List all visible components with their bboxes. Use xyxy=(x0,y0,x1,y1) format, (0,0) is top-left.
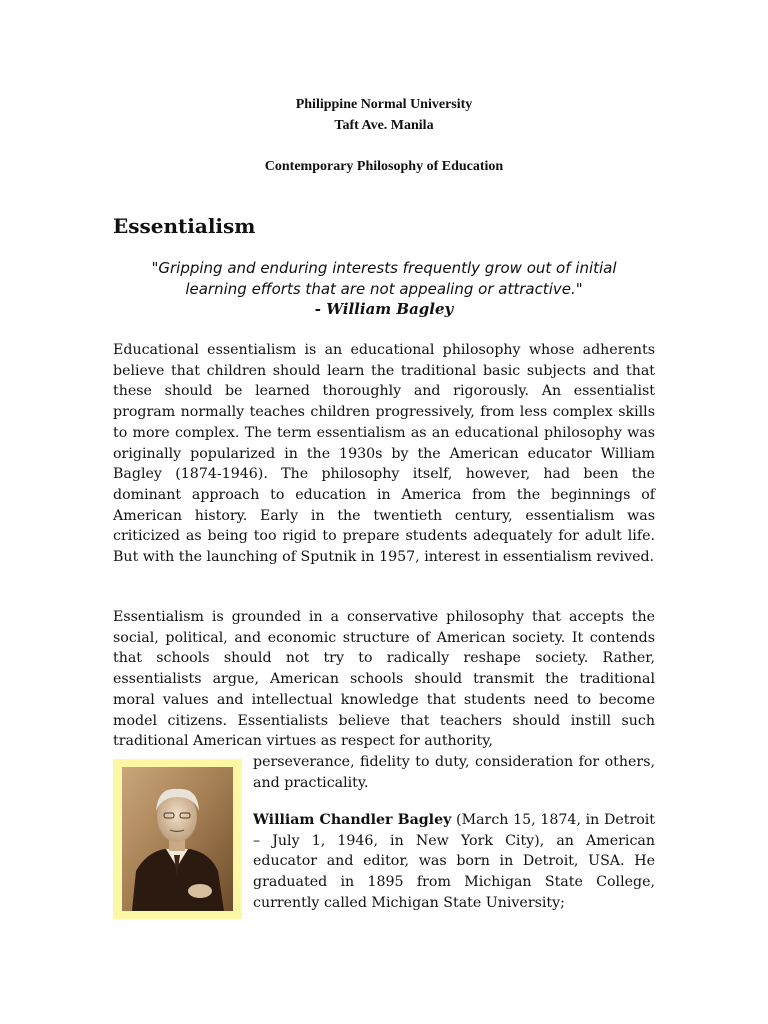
bagley-bio-text: (March 15, 1874, in Detroit – July 1, 1946, in New York City), an American educator and editor, was born in Detroit, USA. He graduated in 1895 from Michigan State College, currently called Michigan State University; xyxy=(253,812,656,911)
portrait-photo xyxy=(122,767,233,911)
paragraph-bagley-bio xyxy=(253,810,655,914)
paragraph-conservative-philosophy: Essentialism is grounded in a conservative philosophy that accepts the social, political, and economic structure of American society. It contends that schools should not try to radically reshape society. Rather, essentialists argue, American schools should transmit the traditional moral values and intellectual knowledge that students need to become model citizens. Essentialists believe that teachers should instill such traditional American virtues as respect for authority, xyxy=(113,609,655,750)
paragraph-definition: Educational essentialism is an educational philosophy whose adherents believe that children should learn the traditional basic subjects and that these should be learned thoroughly and rigorously. An essentialist program normally teaches children progressively, from less complex skills to more complex. The term essentialism as an educational philosophy was originally popularized in the 1930s by the American educator William Bagley (1874-1946). The philosophy itself, however, had been the dominant approach to education in America from the beginnings of American history. Early in the twentieth century, essentialism was criticized as being too rigid to prepare students adequately for adult life. But with the launching of Sputnik in 1957, interest in essentialism revived. xyxy=(113,342,655,566)
quote-author: - William Bagley xyxy=(314,300,454,319)
university-address: Taft Ave. Manila xyxy=(334,118,434,133)
page-title: Essentialism xyxy=(113,214,256,238)
university-name: Philippine Normal University xyxy=(295,97,473,112)
portrait-frame xyxy=(113,759,242,919)
bagley-full-name: William Chandler Bagley xyxy=(253,812,452,828)
paragraph-virtues-continued: perseverance, fidelity to duty, consideration for others, and practicality. xyxy=(253,754,655,791)
quote-line-1: "Gripping and enduring interests frequently grow out of initial xyxy=(151,259,617,277)
course-title: Contemporary Philosophy of Education xyxy=(264,159,504,174)
epigraph-quote xyxy=(113,258,655,320)
quote-line-2: learning efforts that are not appealing or attractive." xyxy=(185,279,583,298)
